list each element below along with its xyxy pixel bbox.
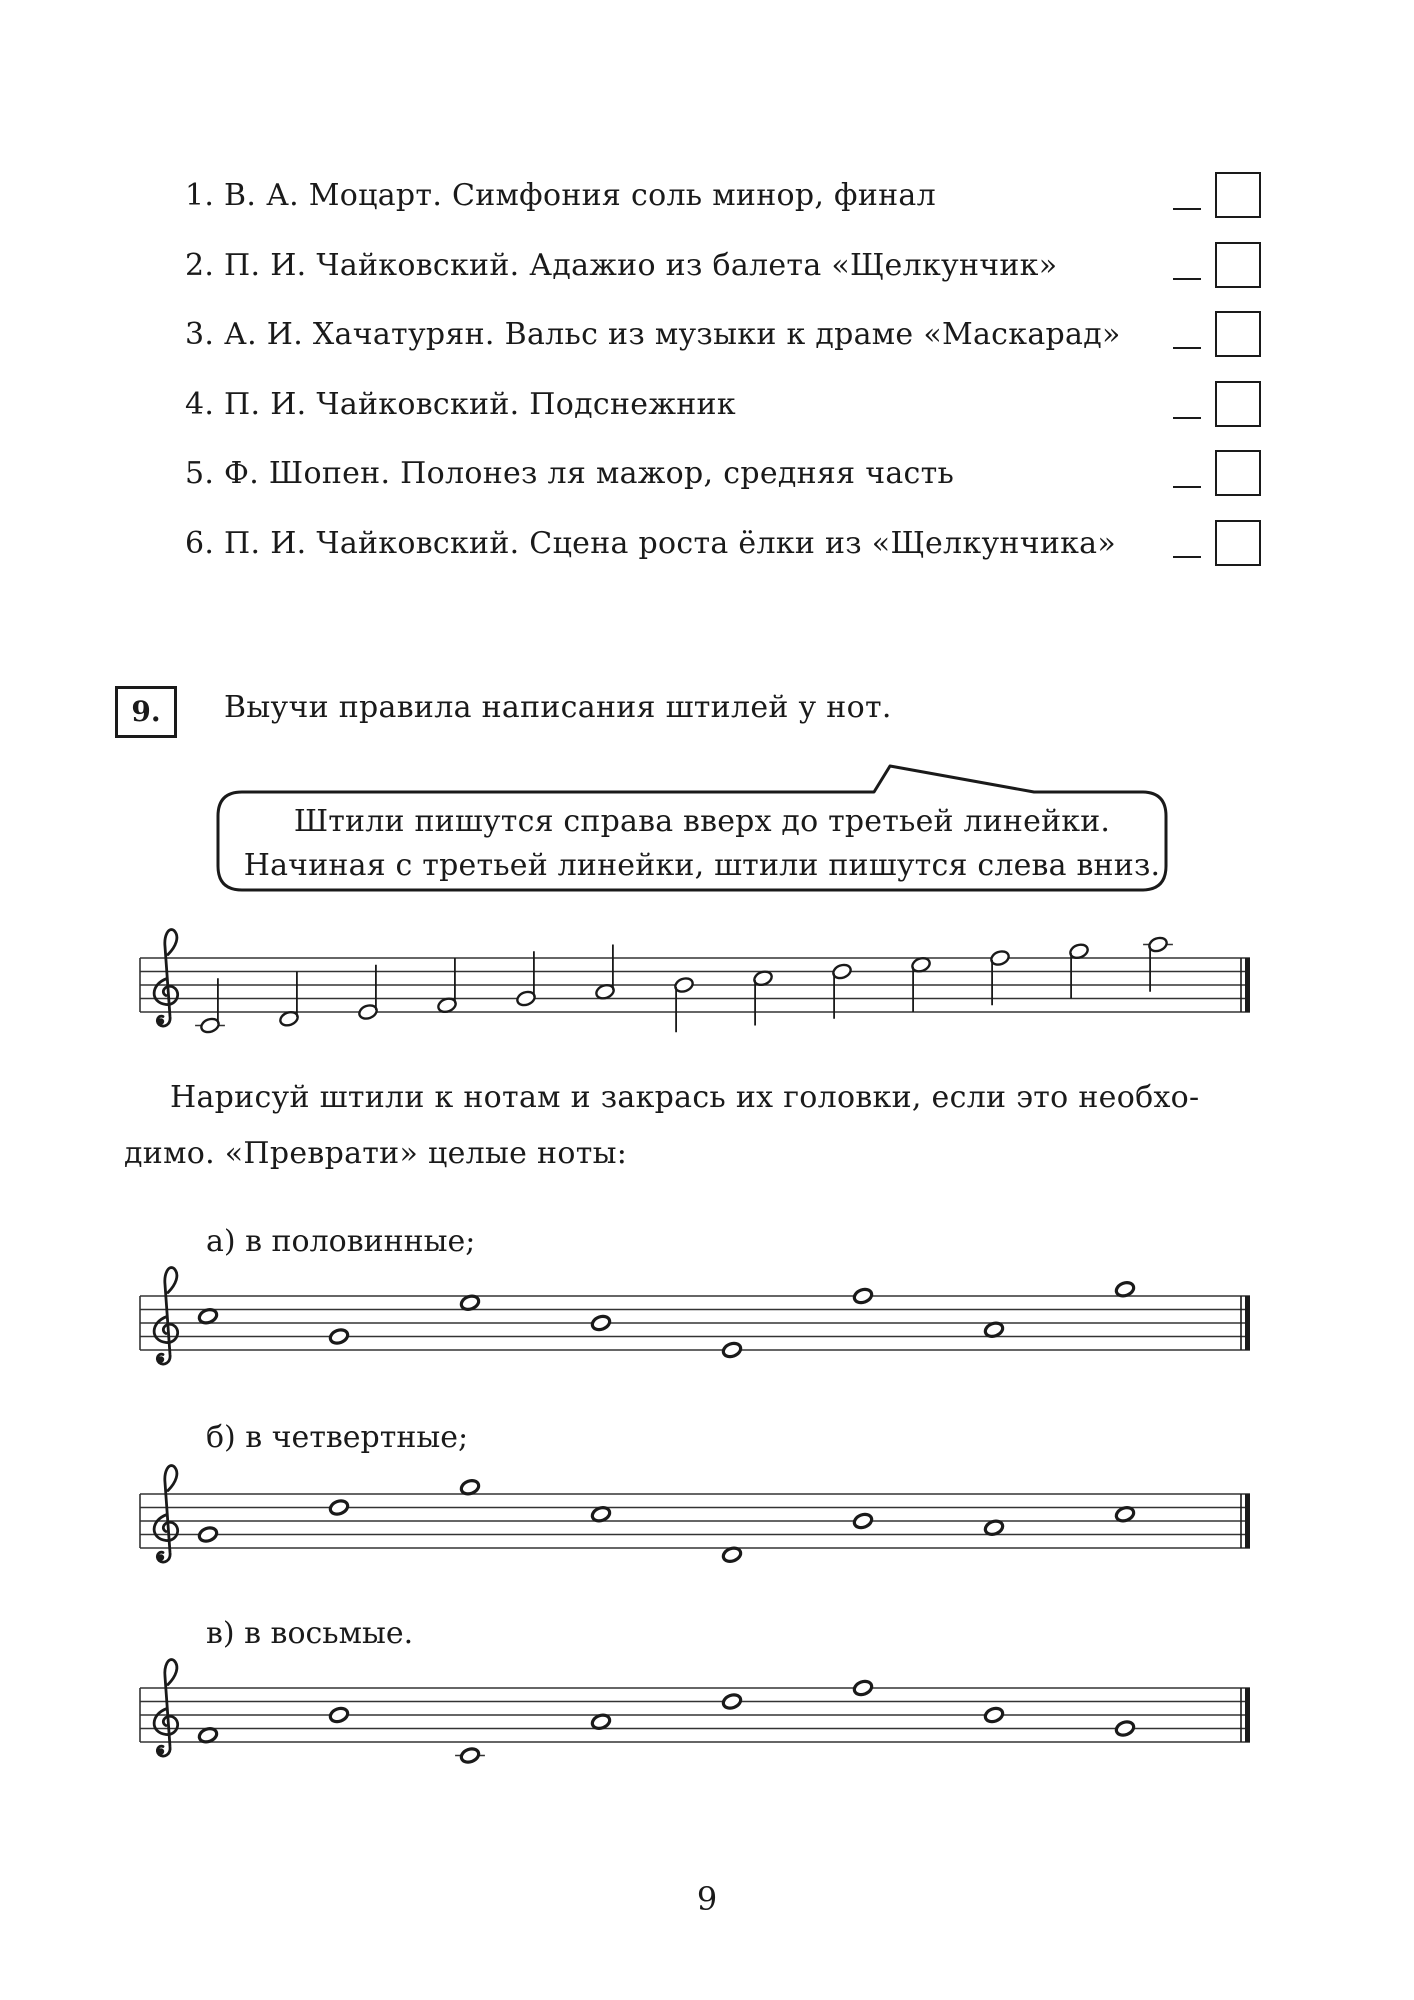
list-item [185,448,1265,518]
note-head [984,1321,1005,1339]
answer-box[interactable] [1215,381,1261,427]
answer-dash [1173,556,1201,558]
treble-clef-icon [154,1660,178,1756]
final-barline-thick [1245,1296,1250,1350]
note-head [1115,1280,1136,1298]
treble-clef-icon [154,930,178,1026]
note-head [591,1713,612,1731]
task-title: Выучи правила написания штилей у нот. [224,690,892,725]
note-head [198,1307,219,1325]
note-head [460,1747,481,1765]
list-item [185,518,1265,588]
answer-dash [1173,208,1201,210]
note-head [990,949,1011,967]
list-item-text: 6. П. И. Чайковский. Сцена роста ёлки из «Щелкунчика» [185,525,1117,561]
list-item-text: 4. П. И. Чайковский. Подснежник [185,386,736,422]
note-head [853,1287,874,1305]
note-head [1115,1505,1136,1523]
list-item [185,170,1265,240]
bubble-line: Начиная с третьей линейки, штили пишутся слева вниз. [243,848,1161,883]
note-head [329,1328,350,1346]
note-head [198,1726,219,1744]
note-head [279,1010,300,1028]
note-head [984,1519,1005,1537]
list-item-text: 2. П. И. Чайковский. Адажио из балета «Щелкунчик» [185,247,1058,283]
note-head [591,1505,612,1523]
note-head [591,1314,612,1332]
note-head [1148,936,1169,954]
final-barline-thick [1245,958,1250,1012]
note-head [722,1546,743,1564]
note-head [1069,942,1090,960]
instruction-line: Нарисуй штили к нотам и закрась их головки, если это необхо- [170,1080,1200,1115]
answer-dash [1173,347,1201,349]
note-head [460,1294,481,1312]
exercise-label-b: б) в четвертные; [206,1420,469,1455]
note-head [200,1017,221,1035]
list-item-text: 1. В. А. Моцарт. Симфония соль минор, финал [185,178,936,213]
page-number: 9 [696,1880,718,1918]
answer-box[interactable] [1215,172,1261,218]
answer-box[interactable] [1215,311,1261,357]
list-item [185,309,1265,379]
note-head [911,956,932,974]
note-head [1115,1720,1136,1738]
note-head [753,969,774,987]
instruction-line: димо. «Преврати» целые ноты: [124,1136,628,1171]
speech-bubble-text [222,800,1182,888]
treble-clef-icon [154,1466,178,1562]
answer-box[interactable] [1215,520,1261,566]
final-barline-thick [1245,1494,1250,1548]
note-head [460,1478,481,1496]
note-head [674,976,695,994]
note-head [329,1706,350,1724]
task-number-badge: 9. [115,686,177,738]
answer-dash [1173,486,1201,488]
note-head [853,1512,874,1530]
music-list [185,170,1265,588]
note-head [516,990,537,1008]
note-head [984,1706,1005,1724]
note-head [198,1526,219,1544]
note-head [358,1003,379,1021]
note-head [722,1341,743,1359]
note-head [832,963,853,981]
note-head [437,996,458,1014]
note-head [595,983,616,1001]
answer-dash [1173,278,1201,280]
answer-box[interactable] [1215,450,1261,496]
treble-clef-icon [154,1268,178,1364]
instruction-text [124,1070,1270,1182]
final-barline-thick [1245,1688,1250,1742]
exercise-label-a: а) в половинные; [206,1224,476,1259]
list-item-text: 3. А. И. Хачатурян. Вальс из музыки к драме «Маскарад» [185,317,1121,353]
note-head [853,1679,874,1697]
bubble-line: Штили пишутся справа вверх до третьей линейки. [293,804,1111,839]
exercise-label-c: в) в восьмые. [206,1616,414,1651]
answer-box[interactable] [1215,242,1261,288]
note-head [722,1693,743,1711]
list-item [185,240,1265,310]
list-item-text: 5. Ф. Шопен. Полонез ля мажор, средняя часть [185,456,955,492]
list-item [185,379,1265,449]
answer-dash [1173,417,1201,419]
note-head [329,1499,350,1517]
